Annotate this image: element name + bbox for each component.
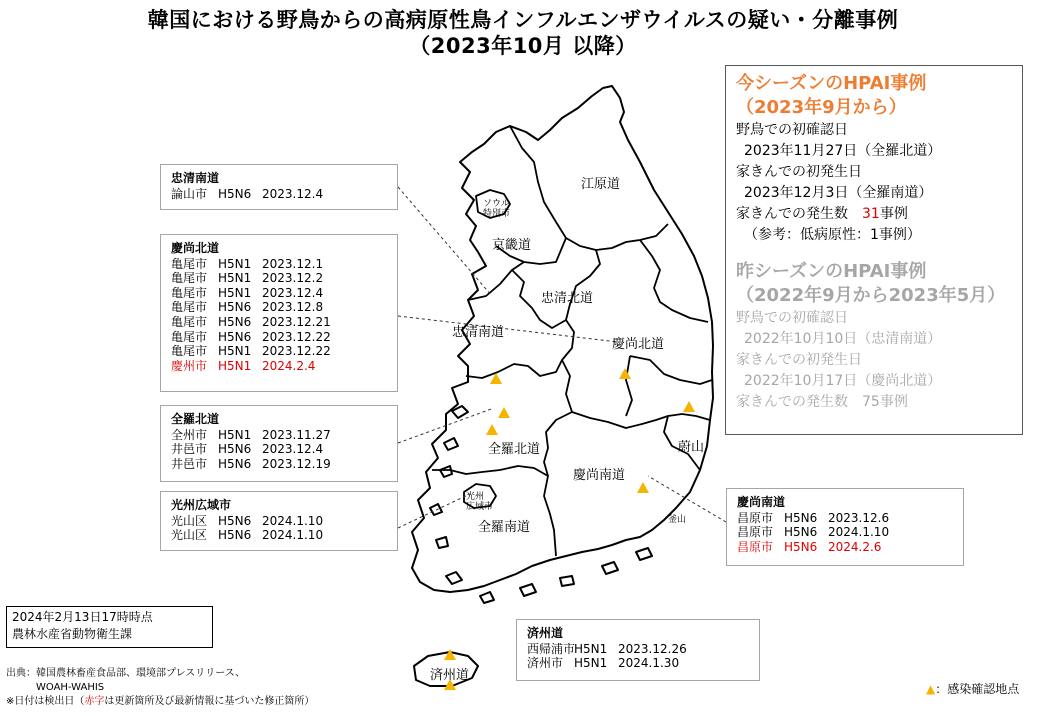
label-gyeonggi: 京畿道 <box>492 238 532 253</box>
case-row <box>171 442 397 457</box>
label-seoul-1: ソウル <box>483 199 510 209</box>
poultry-count-line <box>736 204 1022 225</box>
case-date: 2023.12.1 <box>262 256 324 271</box>
case-date: 2024.1.10 <box>262 528 324 543</box>
case-box-jeonbuk <box>160 405 398 482</box>
case-type: H5N1 <box>218 344 252 359</box>
previous-line: 家きんでの初発生日 <box>736 352 862 368</box>
case-city: 西帰浦市 <box>527 641 576 656</box>
case-date: 2023.12.4 <box>262 186 324 201</box>
source-note-red: 赤字 <box>84 696 105 707</box>
case-date: 2024.1.30 <box>618 656 680 671</box>
poultry-count-unit: 事例 <box>879 206 908 222</box>
case-box-gyeongnam <box>726 488 964 566</box>
case-box-heading: 慶尚南道 <box>737 495 786 509</box>
case-type: H5N1 <box>218 271 252 286</box>
case-city: 済州市 <box>527 656 564 671</box>
case-type: H5N1 <box>218 427 252 442</box>
case-city: 論山市 <box>171 186 208 201</box>
page-title: 韓国における野鳥からの高病原性鳥インフルエンザウイルスの疑い・分離事例 <box>147 8 899 32</box>
case-type: H5N6 <box>218 442 252 457</box>
season-summary-box <box>725 65 1023 435</box>
case-city: 井邑市 <box>171 442 208 457</box>
case-rows <box>171 514 397 543</box>
case-city: 慶州市 <box>171 358 208 373</box>
case-box-heading: 済州道 <box>527 626 564 640</box>
case-city: 昌原市 <box>737 539 774 554</box>
case-row <box>171 271 397 286</box>
legend-label: ：感染確認地点 <box>935 682 1020 696</box>
source-note <box>6 695 314 709</box>
case-box-heading: 忠清南道 <box>171 171 220 185</box>
case-date: 2023.12.4 <box>262 442 324 457</box>
case-rows <box>171 257 397 374</box>
case-box-jeju <box>516 619 760 681</box>
case-type: H5N1 <box>574 641 608 656</box>
legend <box>926 680 1019 697</box>
author-line: 農林水産省動物衛生課 <box>12 627 133 641</box>
case-type: H5N1 <box>218 285 252 300</box>
case-row <box>527 656 759 671</box>
label-gwangju-1: 光州 <box>466 492 485 502</box>
case-city: 光山区 <box>171 528 208 543</box>
label-gyeongbuk: 慶尚北道 <box>612 337 665 352</box>
case-row <box>171 330 397 345</box>
case-box-gyeongbuk <box>160 234 398 392</box>
case-row <box>171 344 397 359</box>
case-box-gwangju <box>160 491 398 551</box>
case-date: 2024.1.10 <box>828 525 890 540</box>
case-city: 亀尾市 <box>171 285 208 300</box>
label-seoul-2: 特別市 <box>483 209 511 219</box>
case-row <box>737 540 963 555</box>
source-line-1: 出典：韓国農林畜産食品部、環境部プレスリリース、 <box>6 668 246 679</box>
case-city: 井邑市 <box>171 456 208 471</box>
label-gwangju-2: 広域市 <box>466 502 494 512</box>
timestamp-line: 2024年2月13日17時時点 <box>12 610 153 624</box>
previous-line: 2022年10月17日（慶尚北道） <box>744 373 942 389</box>
case-row <box>171 428 397 443</box>
case-city: 亀尾市 <box>171 314 208 329</box>
case-box-heading: 慶尚北道 <box>171 241 220 255</box>
label-gyeongnam: 慶尚南道 <box>573 468 626 483</box>
label-chungbuk: 忠清北道 <box>541 291 594 306</box>
case-city: 亀尾市 <box>171 344 208 359</box>
case-date: 2023.12.22 <box>262 344 331 359</box>
case-type: H5N6 <box>784 539 818 554</box>
case-date: 2024.2.4 <box>262 358 316 373</box>
case-row <box>737 525 963 540</box>
case-row <box>171 457 397 472</box>
case-city: 亀尾市 <box>171 300 208 315</box>
case-type: H5N6 <box>218 456 252 471</box>
case-row <box>171 257 397 272</box>
previous-line: 家きんでの発生数 75事例 <box>736 394 908 410</box>
page-subtitle: （2023年10月 以降） <box>409 34 637 58</box>
previous-line: 野鳥での初確認日 <box>736 310 848 326</box>
case-city: 昌原市 <box>737 525 774 540</box>
case-rows <box>171 187 397 202</box>
current-note: （参考：低病原性：1事例） <box>744 227 921 243</box>
case-box-heading: 光州広域市 <box>171 498 232 512</box>
case-row <box>171 187 397 202</box>
case-date: 2023.12.19 <box>262 456 331 471</box>
case-city: 昌原市 <box>737 510 774 525</box>
previous-line: 2022年10月10日（忠清南道） <box>744 331 942 347</box>
label-jeonbuk: 全羅北道 <box>488 442 541 457</box>
case-type: H5N6 <box>218 300 252 315</box>
previous-season-heading: 昨シーズンのHPAI事例 <box>736 261 927 282</box>
current-line: 2023年11月27日（全羅北道） <box>744 143 942 159</box>
case-row <box>171 528 397 543</box>
case-row <box>171 514 397 529</box>
case-type: H5N6 <box>784 525 818 540</box>
case-type: H5N6 <box>218 329 252 344</box>
case-row <box>171 359 397 374</box>
label-jeju: 済州道 <box>430 668 470 683</box>
case-type: H5N6 <box>218 314 252 329</box>
case-date: 2024.1.10 <box>262 513 324 528</box>
case-rows <box>527 642 759 671</box>
case-row <box>527 642 759 657</box>
case-rows <box>737 511 963 555</box>
label-ulsan: 蔚山 <box>678 440 705 455</box>
case-rows <box>171 428 397 472</box>
case-city: 光山区 <box>171 513 208 528</box>
current-line: 家きんでの初発生日 <box>736 164 862 180</box>
case-type: H5N6 <box>784 510 818 525</box>
label-gangwon: 江原道 <box>581 177 621 192</box>
label-jeonnam: 全羅南道 <box>478 520 531 535</box>
case-date: 2023.12.4 <box>262 285 324 300</box>
case-city: 亀尾市 <box>171 256 208 271</box>
poultry-count-label: 家きんでの発生数 <box>736 206 848 222</box>
case-type: H5N1 <box>218 358 252 373</box>
current-line: 野鳥での初確認日 <box>736 122 848 138</box>
case-city: 全州市 <box>171 427 208 442</box>
case-date: 2023.12.6 <box>828 510 890 525</box>
case-type: H5N6 <box>218 528 252 543</box>
source-note-pre: ※日付は検出日（ <box>6 696 85 707</box>
case-date: 2023.11.27 <box>262 427 331 442</box>
case-date: 2023.12.22 <box>262 329 331 344</box>
case-type: H5N1 <box>218 256 252 271</box>
label-busan: 釜山 <box>668 515 687 525</box>
current-season-heading: 今シーズンのHPAI事例 <box>736 73 927 94</box>
case-date: 2023.12.26 <box>618 641 687 656</box>
current-season-period: （2023年9月から） <box>736 97 907 118</box>
label-chungnam: 忠清南道 <box>452 325 505 340</box>
source-note-post: は更新箇所及び最新情報に基づいた修正箇所） <box>104 696 315 707</box>
case-date: 2024.2.6 <box>828 539 882 554</box>
case-date: 2023.12.8 <box>262 300 324 315</box>
case-box-heading: 全羅北道 <box>171 412 220 426</box>
case-type: H5N6 <box>218 513 252 528</box>
previous-season-period: （2022年9月から2023年5月） <box>736 285 1006 306</box>
current-line: 2023年12月3日（全羅南道） <box>744 185 933 201</box>
case-row <box>737 511 963 526</box>
case-row <box>171 286 397 301</box>
case-box-chungnam <box>160 164 398 210</box>
source-line-2: WOAH-WAHIS <box>6 682 105 693</box>
case-date: 2023.12.2 <box>262 271 324 286</box>
case-type: H5N1 <box>574 656 608 671</box>
case-date: 2023.12.21 <box>262 314 331 329</box>
case-row <box>171 300 397 315</box>
triangle-icon: ▲ <box>926 682 936 696</box>
case-city: 亀尾市 <box>171 271 208 286</box>
poultry-count-value: 31 <box>862 206 880 222</box>
case-type: H5N6 <box>218 186 252 201</box>
timestamp-box <box>6 606 213 648</box>
case-row <box>171 315 397 330</box>
case-city: 亀尾市 <box>171 329 208 344</box>
